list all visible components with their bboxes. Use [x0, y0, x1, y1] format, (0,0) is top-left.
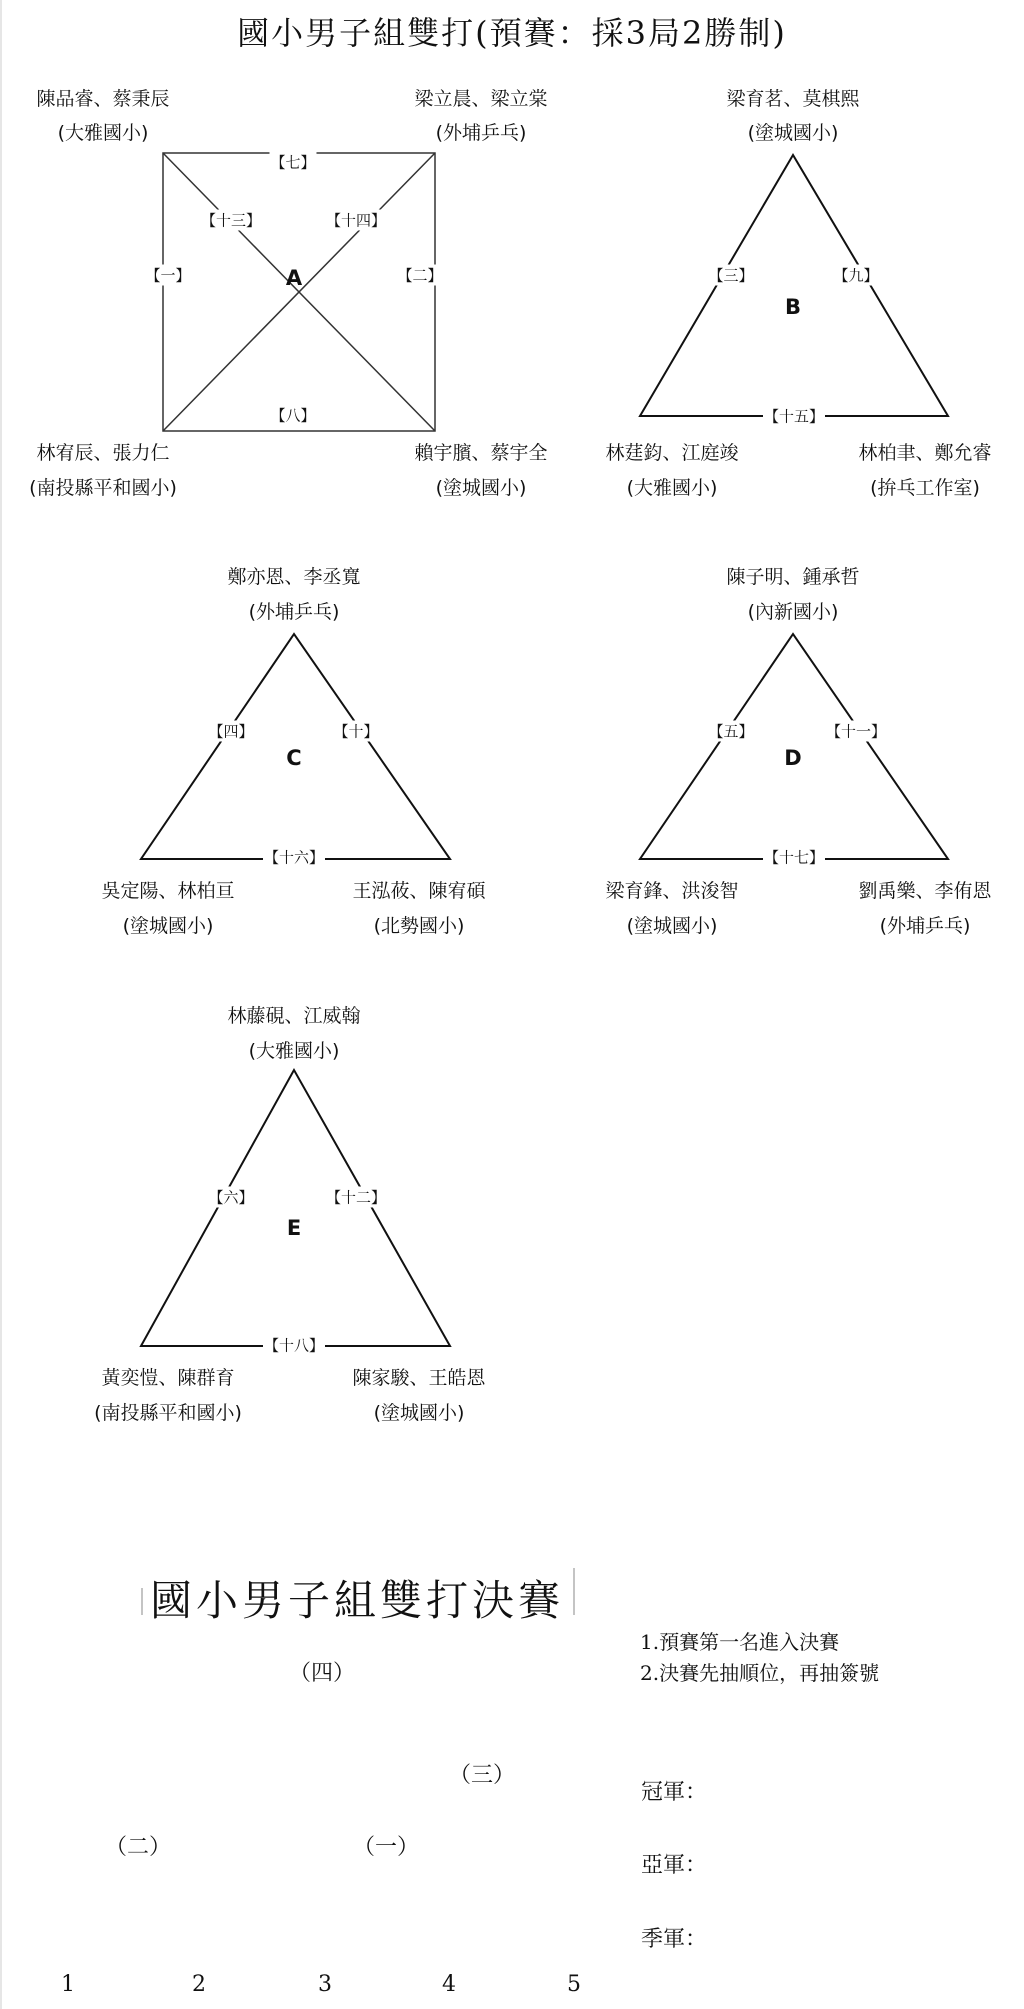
group-a-team-4-names: 賴宇臏、蔡宇全 [414, 442, 548, 464]
match-label: 【一】 [145, 266, 191, 285]
match-label: 【十四】 [325, 211, 387, 230]
match-label: 【十一】 [825, 722, 887, 741]
group-d-label: D [784, 746, 802, 770]
group-a-team-1-school: (大雅國小) [57, 122, 149, 144]
group-e-team-3-school: (塗城國小) [373, 1402, 465, 1424]
group-d-team-1-school: (內新國小) [747, 601, 839, 623]
third-place-label: 季軍： [641, 1927, 708, 1952]
group-d-team-1-names: 陳子明、鍾承哲 [726, 566, 860, 588]
group-a-label: A [285, 266, 303, 290]
match-label: 【五】 [708, 722, 754, 741]
group-c-team-3-school: (北勢國小) [373, 915, 465, 937]
group-d-team-3-names: 劉禹樂、李侑恩 [858, 880, 992, 902]
match-label: 【十八】 [263, 1336, 325, 1355]
round-label: （四） [288, 1661, 356, 1686]
champion-label: 冠軍： [641, 1780, 708, 1805]
match-label: 【十五】 [763, 407, 825, 426]
group-a-team-1-names: 陳品睿、蔡秉辰 [36, 88, 170, 110]
group-e-team-2-school: (南投縣平和國小) [94, 1402, 242, 1424]
group-c-team-1-school: (外埔乒乓) [248, 601, 340, 623]
draw-slot: 3 [318, 1972, 332, 1997]
group-c-team-3-names: 王泓莜、陳宥碩 [352, 880, 486, 902]
group-b-team-1-names: 梁育茗、莫棋熙 [726, 88, 860, 110]
group-a-team-3-school: (南投縣平和國小) [29, 477, 177, 499]
group-b-team-3-school: (拚乓工作室) [870, 477, 980, 499]
match-label: 【七】 [270, 153, 316, 172]
round-label: （三） [448, 1763, 516, 1788]
group-a-shape [163, 153, 435, 431]
group-b-team-2-school: (大雅國小) [626, 477, 718, 499]
group-a-team-2-names: 梁立晨、梁立棠 [414, 88, 548, 110]
match-label: 【二】 [397, 266, 443, 285]
group-c-team-2-names: 吳定陽、林柏亘 [101, 880, 235, 902]
group-a-team-4-school: (塗城國小) [435, 477, 527, 499]
draw-slot: 2 [192, 1972, 206, 1997]
match-label: 【四】 [208, 722, 254, 741]
group-e-team-1-school: (大雅國小) [248, 1040, 340, 1062]
draw-slot: 4 [442, 1972, 456, 1997]
group-d-team-3-school: (外埔乒乓) [879, 915, 971, 937]
group-e-team-1-names: 林藤硯、江威翰 [227, 1005, 361, 1027]
group-b-team-3-names: 林柏聿、鄭允睿 [858, 442, 992, 464]
group-a-team-3-names: 林宥辰、張力仁 [36, 442, 170, 464]
group-b-team-2-names: 林莛鈞、江庭竣 [605, 442, 739, 464]
finals-note-1: 1.預賽第一名進入決賽 [640, 1630, 840, 1654]
group-e-triangle [141, 1070, 450, 1346]
match-label: 【十三】 [200, 211, 262, 230]
match-label: 【三】 [708, 266, 754, 285]
draw-slot: 5 [567, 1972, 581, 1997]
group-e-label: E [286, 1216, 302, 1240]
round-label: （一） [352, 1835, 420, 1860]
match-label: 【十】 [333, 722, 379, 741]
group-e-team-3-names: 陳家駿、王皓恩 [352, 1367, 486, 1389]
group-b-team-1-school: (塗城國小) [747, 122, 839, 144]
group-c-team-2-school: (塗城國小) [122, 915, 214, 937]
group-b-triangle [640, 155, 948, 416]
group-b-label: B [784, 295, 802, 319]
group-d-team-2-names: 梁育鋒、洪浚智 [605, 880, 739, 902]
runner-up-label: 亞軍： [641, 1853, 708, 1878]
match-label: 【十二】 [325, 1188, 387, 1207]
match-label: 【九】 [833, 266, 879, 285]
draw-slot: 1 [61, 1972, 75, 1997]
group-d-team-2-school: (塗城國小) [626, 915, 718, 937]
match-label: 【八】 [270, 406, 316, 425]
page-title: 國小男子組雙打(預賽：採3局2勝制) [237, 14, 787, 52]
match-label: 【六】 [208, 1188, 254, 1207]
group-c-label: C [286, 746, 302, 770]
group-a-team-2-school: (外埔乒乓) [435, 122, 527, 144]
group-c-team-1-names: 鄭亦恩、李丞寬 [227, 566, 361, 588]
finals-title: 國小男子組雙打決賽 [150, 1576, 565, 1625]
match-label: 【十六】 [263, 848, 325, 867]
match-label: 【十七】 [763, 848, 825, 867]
round-label: （二） [104, 1835, 172, 1860]
group-e-team-2-names: 黃奕愷、陳群育 [101, 1367, 235, 1389]
finals-note-2: 2.決賽先抽順位，再抽簽號 [640, 1661, 880, 1685]
